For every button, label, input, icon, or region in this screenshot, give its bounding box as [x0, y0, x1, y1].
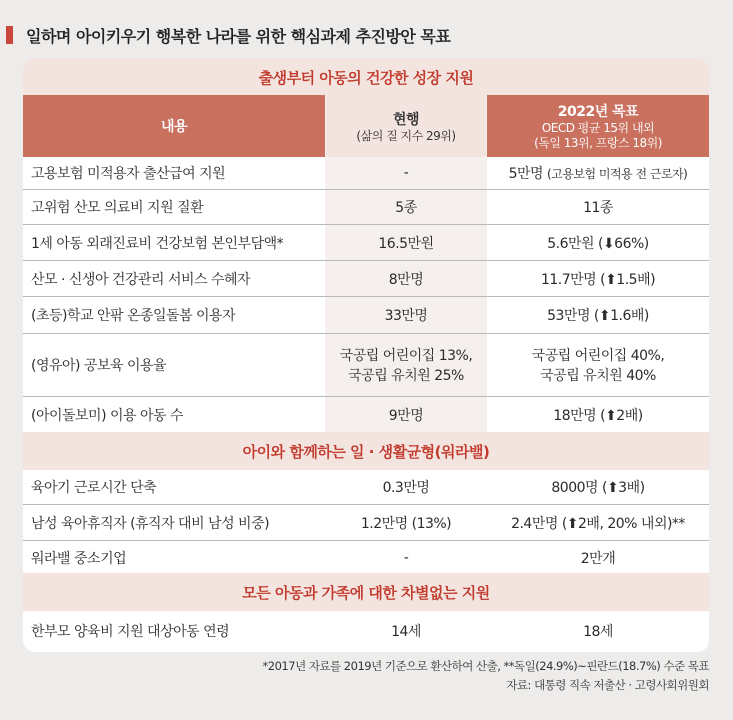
table-row	[23, 611, 709, 651]
row-current: -	[403, 550, 409, 566]
row-current	[325, 334, 487, 396]
row-current: 33만명	[384, 308, 428, 324]
page-title: 일하며 아이키우기 행복한 나라를 위한 핵심과제 추진방안 목표	[26, 27, 451, 46]
row-target: 11종	[583, 200, 613, 216]
table-row	[23, 334, 709, 397]
row-item: 한부모 양육비 지원 대상아동 연령	[31, 624, 230, 640]
header-target	[487, 95, 709, 157]
table-panel	[23, 58, 709, 652]
header-target-sub1: OECD 평균 15위 내외	[541, 121, 655, 135]
header-current-sub: (삶의 질 지수 29위)	[356, 128, 456, 143]
header-current	[326, 95, 486, 157]
header-current-label: 현행	[392, 111, 420, 128]
row-item: 남성 육아휴직자 (휴직자 대비 남성 비중)	[31, 515, 270, 532]
section-header-2: 아이와 함께하는 일 · 생활균형(워라밸)	[23, 432, 709, 470]
row-current: 14세	[391, 624, 421, 640]
header-target-sub2: (독일 13위, 프랑스 18위)	[534, 136, 662, 150]
row-current: 5종	[395, 200, 417, 216]
footnote	[263, 657, 709, 695]
footnote-note: *2017년 자료를 2019년 기준으로 환산하여 산출, **독일(24.9%)~핀란드(18.7%) 수준 목표	[262, 659, 709, 673]
row-item: 고용보험 미적용자 출산급여 지원	[31, 166, 226, 182]
row-current: 1.2만명 (13%)	[360, 515, 452, 532]
row-target	[487, 157, 709, 189]
row-item: 산모 · 신생아 건강관리 서비스 수혜자	[31, 271, 251, 288]
row-item: 워라밸 중소기업	[31, 551, 127, 567]
row-item: 육아기 근로시간 단축	[31, 480, 157, 496]
row-current: 8만명	[388, 271, 424, 288]
row-item: 1세 아동 외래진료비 건강보험 본인부담액*	[31, 235, 284, 252]
table-row	[23, 157, 709, 190]
row-target-line1: 국공립 어린이집 40%,	[531, 348, 665, 364]
row-item: 고위험 산모 의료비 지원 질환	[31, 200, 204, 216]
row-current: 0.3만명	[382, 480, 430, 496]
row-target: 53만명 (⬆1.6배)	[547, 308, 649, 324]
row-target: 8000명 (⬆3배)	[551, 480, 645, 496]
title-accent-bar	[6, 26, 13, 44]
row-target: 11.7만명 (⬆1.5배)	[540, 271, 656, 288]
row-current: 9만명	[388, 408, 424, 424]
header-target-label: 2022년 목표	[557, 104, 639, 120]
row-target: 2만개	[580, 551, 616, 567]
footnote-source: 자료: 대통령 직속 저출산 · 고령사회위원회	[506, 678, 709, 692]
row-current: -	[403, 165, 409, 181]
row-current-line2: 국공립 유치원 25%	[348, 368, 464, 384]
table-row	[23, 397, 709, 433]
row-item: (영유아) 공보육 이용율	[31, 358, 167, 374]
row-target	[487, 334, 709, 396]
row-current-line1: 국공립 어린이집 13%,	[339, 348, 473, 364]
section-header-3: 모든 아동과 가족에 대한 차별없는 지원	[23, 573, 709, 611]
table-row	[23, 297, 709, 334]
table-row	[23, 470, 709, 505]
table-row	[23, 190, 709, 225]
header-item	[23, 95, 325, 157]
table-row	[23, 541, 709, 575]
row-target: 18만명 (⬆2배)	[553, 408, 643, 424]
row-target-value: 5만명	[508, 166, 544, 182]
row-target: 18세	[583, 624, 613, 640]
section-header-1: 출생부터 아동의 건강한 성장 지원	[23, 58, 709, 96]
row-item: (초등)학교 안팎 온종일돌봄 이용자	[31, 308, 236, 324]
row-target-line2: 국공립 유치원 40%	[540, 368, 656, 384]
table-row	[23, 505, 709, 541]
row-item: (아이돌보미) 이용 아동 수	[31, 408, 184, 424]
row-target-note: (고용보험 미적용 전 근로자)	[547, 166, 688, 181]
table-row	[23, 225, 709, 261]
row-target: 5.6만원 (⬇66%)	[547, 235, 649, 252]
table-row	[23, 261, 709, 297]
header-item-label: 내용	[160, 119, 188, 135]
row-current: 16.5만원	[378, 235, 434, 252]
row-target: 2.4만명 (⬆2배, 20% 내외)**	[511, 515, 685, 532]
